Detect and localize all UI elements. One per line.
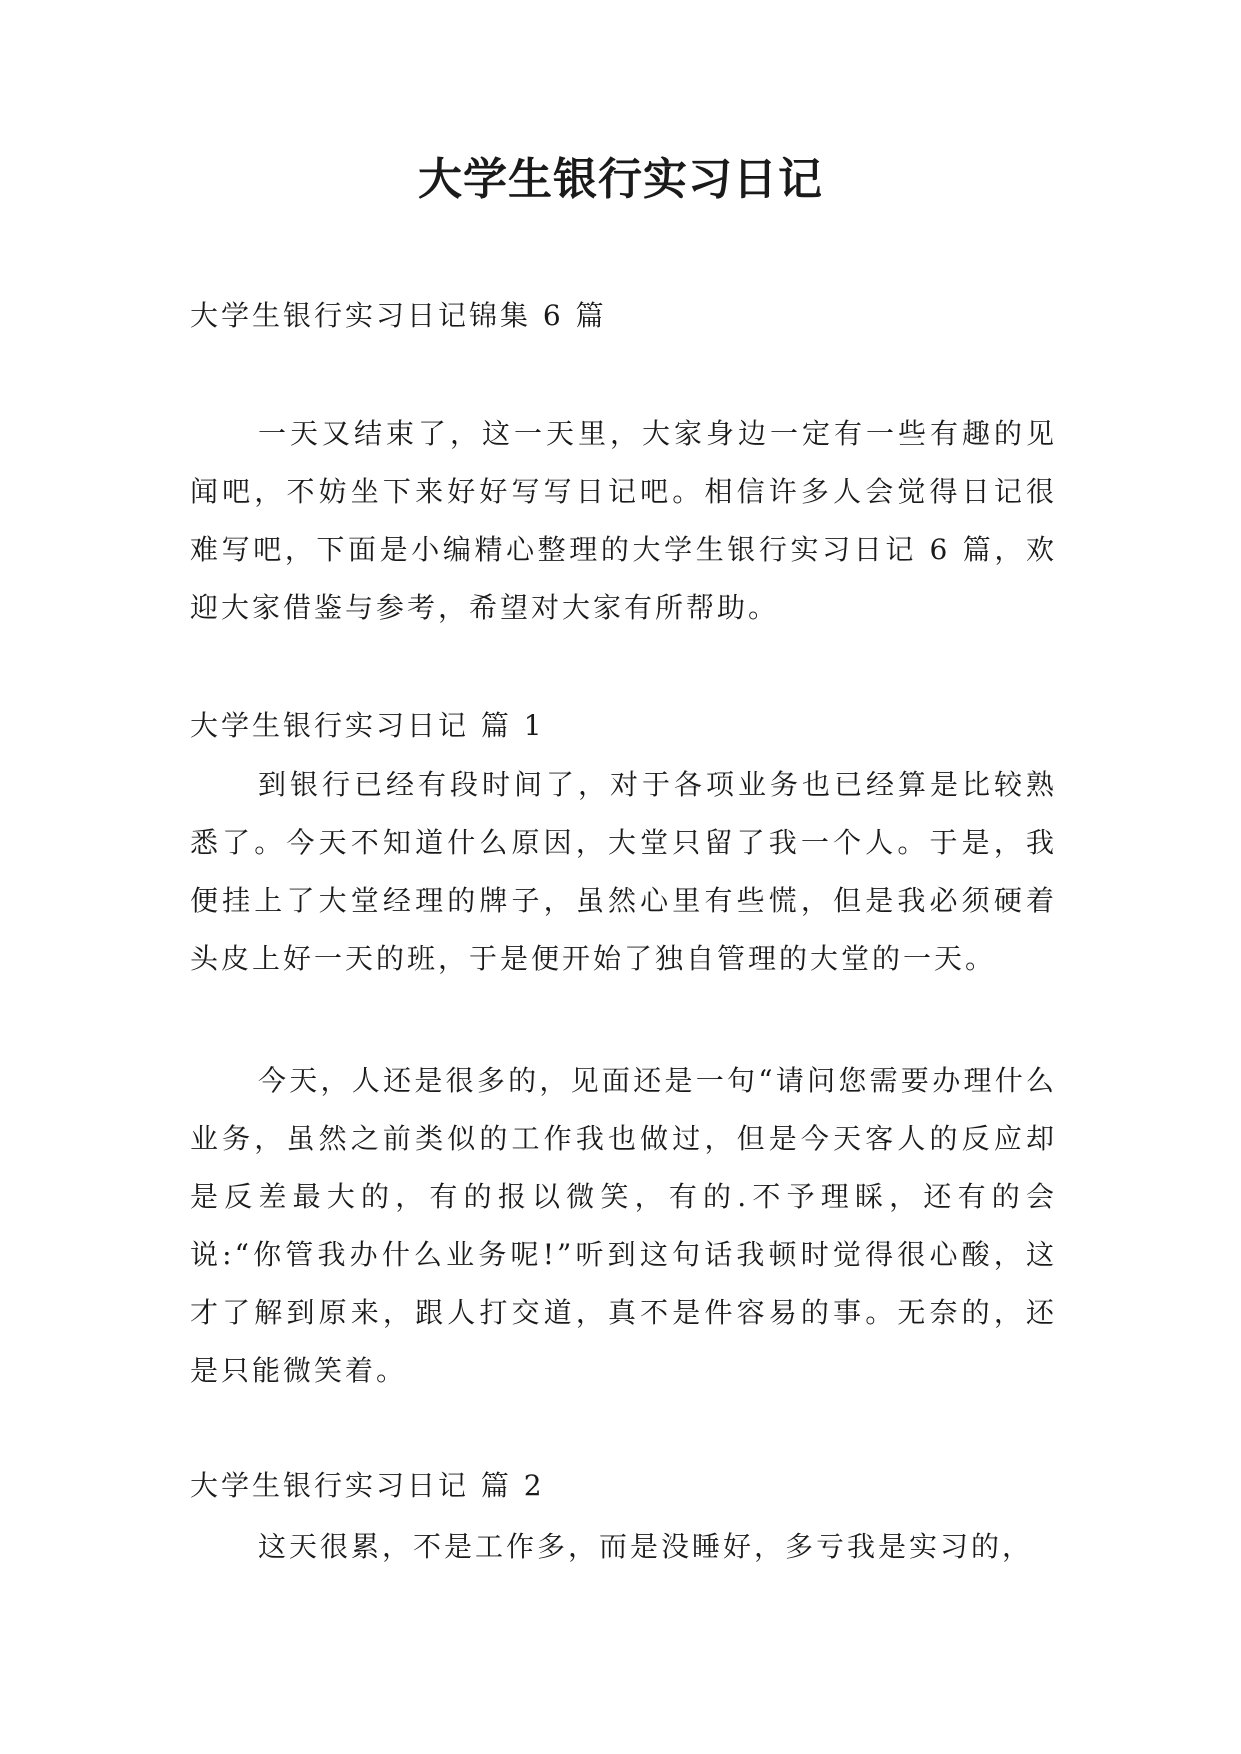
section-heading-1: 大学生银行实习日记 篇 1 xyxy=(190,709,545,742)
document-title: 大学生银行实习日记 xyxy=(418,154,823,205)
section-1-paragraph-1: 到银行已经有段时间了，对于各项业务也已经算是比较熟悉了。今天不知道什么原因，大堂只留了我一个人。于是，我便挂上了大堂经理的牌子，虽然心里有些慌，但是我必须硬着头皮上好一天的班，于是便开始了独自管理的大堂的一天。 xyxy=(190,768,1057,975)
document-subtitle: 大学生银行实习日记锦集 6 篇 xyxy=(190,299,607,332)
section-heading-2: 大学生银行实习日记 篇 2 xyxy=(190,1469,545,1502)
section-2-paragraph-1: 这天很累，不是工作多，而是没睡好，多亏我是实习的， xyxy=(258,1530,1034,1563)
section-1-paragraph-2: 今天，人还是很多的，见面还是一句“请问您需要办理什么业务，虽然之前类似的工作我也做过，但是今天客人的反应却是反差最大的，有的报以微笑，有的.不予理睬，还有的会说:“你管我办什么业务呢!”听到这句话我顿时觉得很心酸，这才了解到原来，跟人打交道，真不是件容易的事。无奈的，还是只能微笑着。 xyxy=(190,1064,1057,1387)
intro-paragraph: 一天又结束了，这一天里，大家身边一定有一些有趣的见闻吧，不妨坐下来好好写写日记吧。相信许多人会觉得日记很难写吧，下面是小编精心整理的大学生银行实习日记 6 篇，欢迎大家借鉴与参考，希望对大家有所帮助。 xyxy=(190,417,1057,624)
